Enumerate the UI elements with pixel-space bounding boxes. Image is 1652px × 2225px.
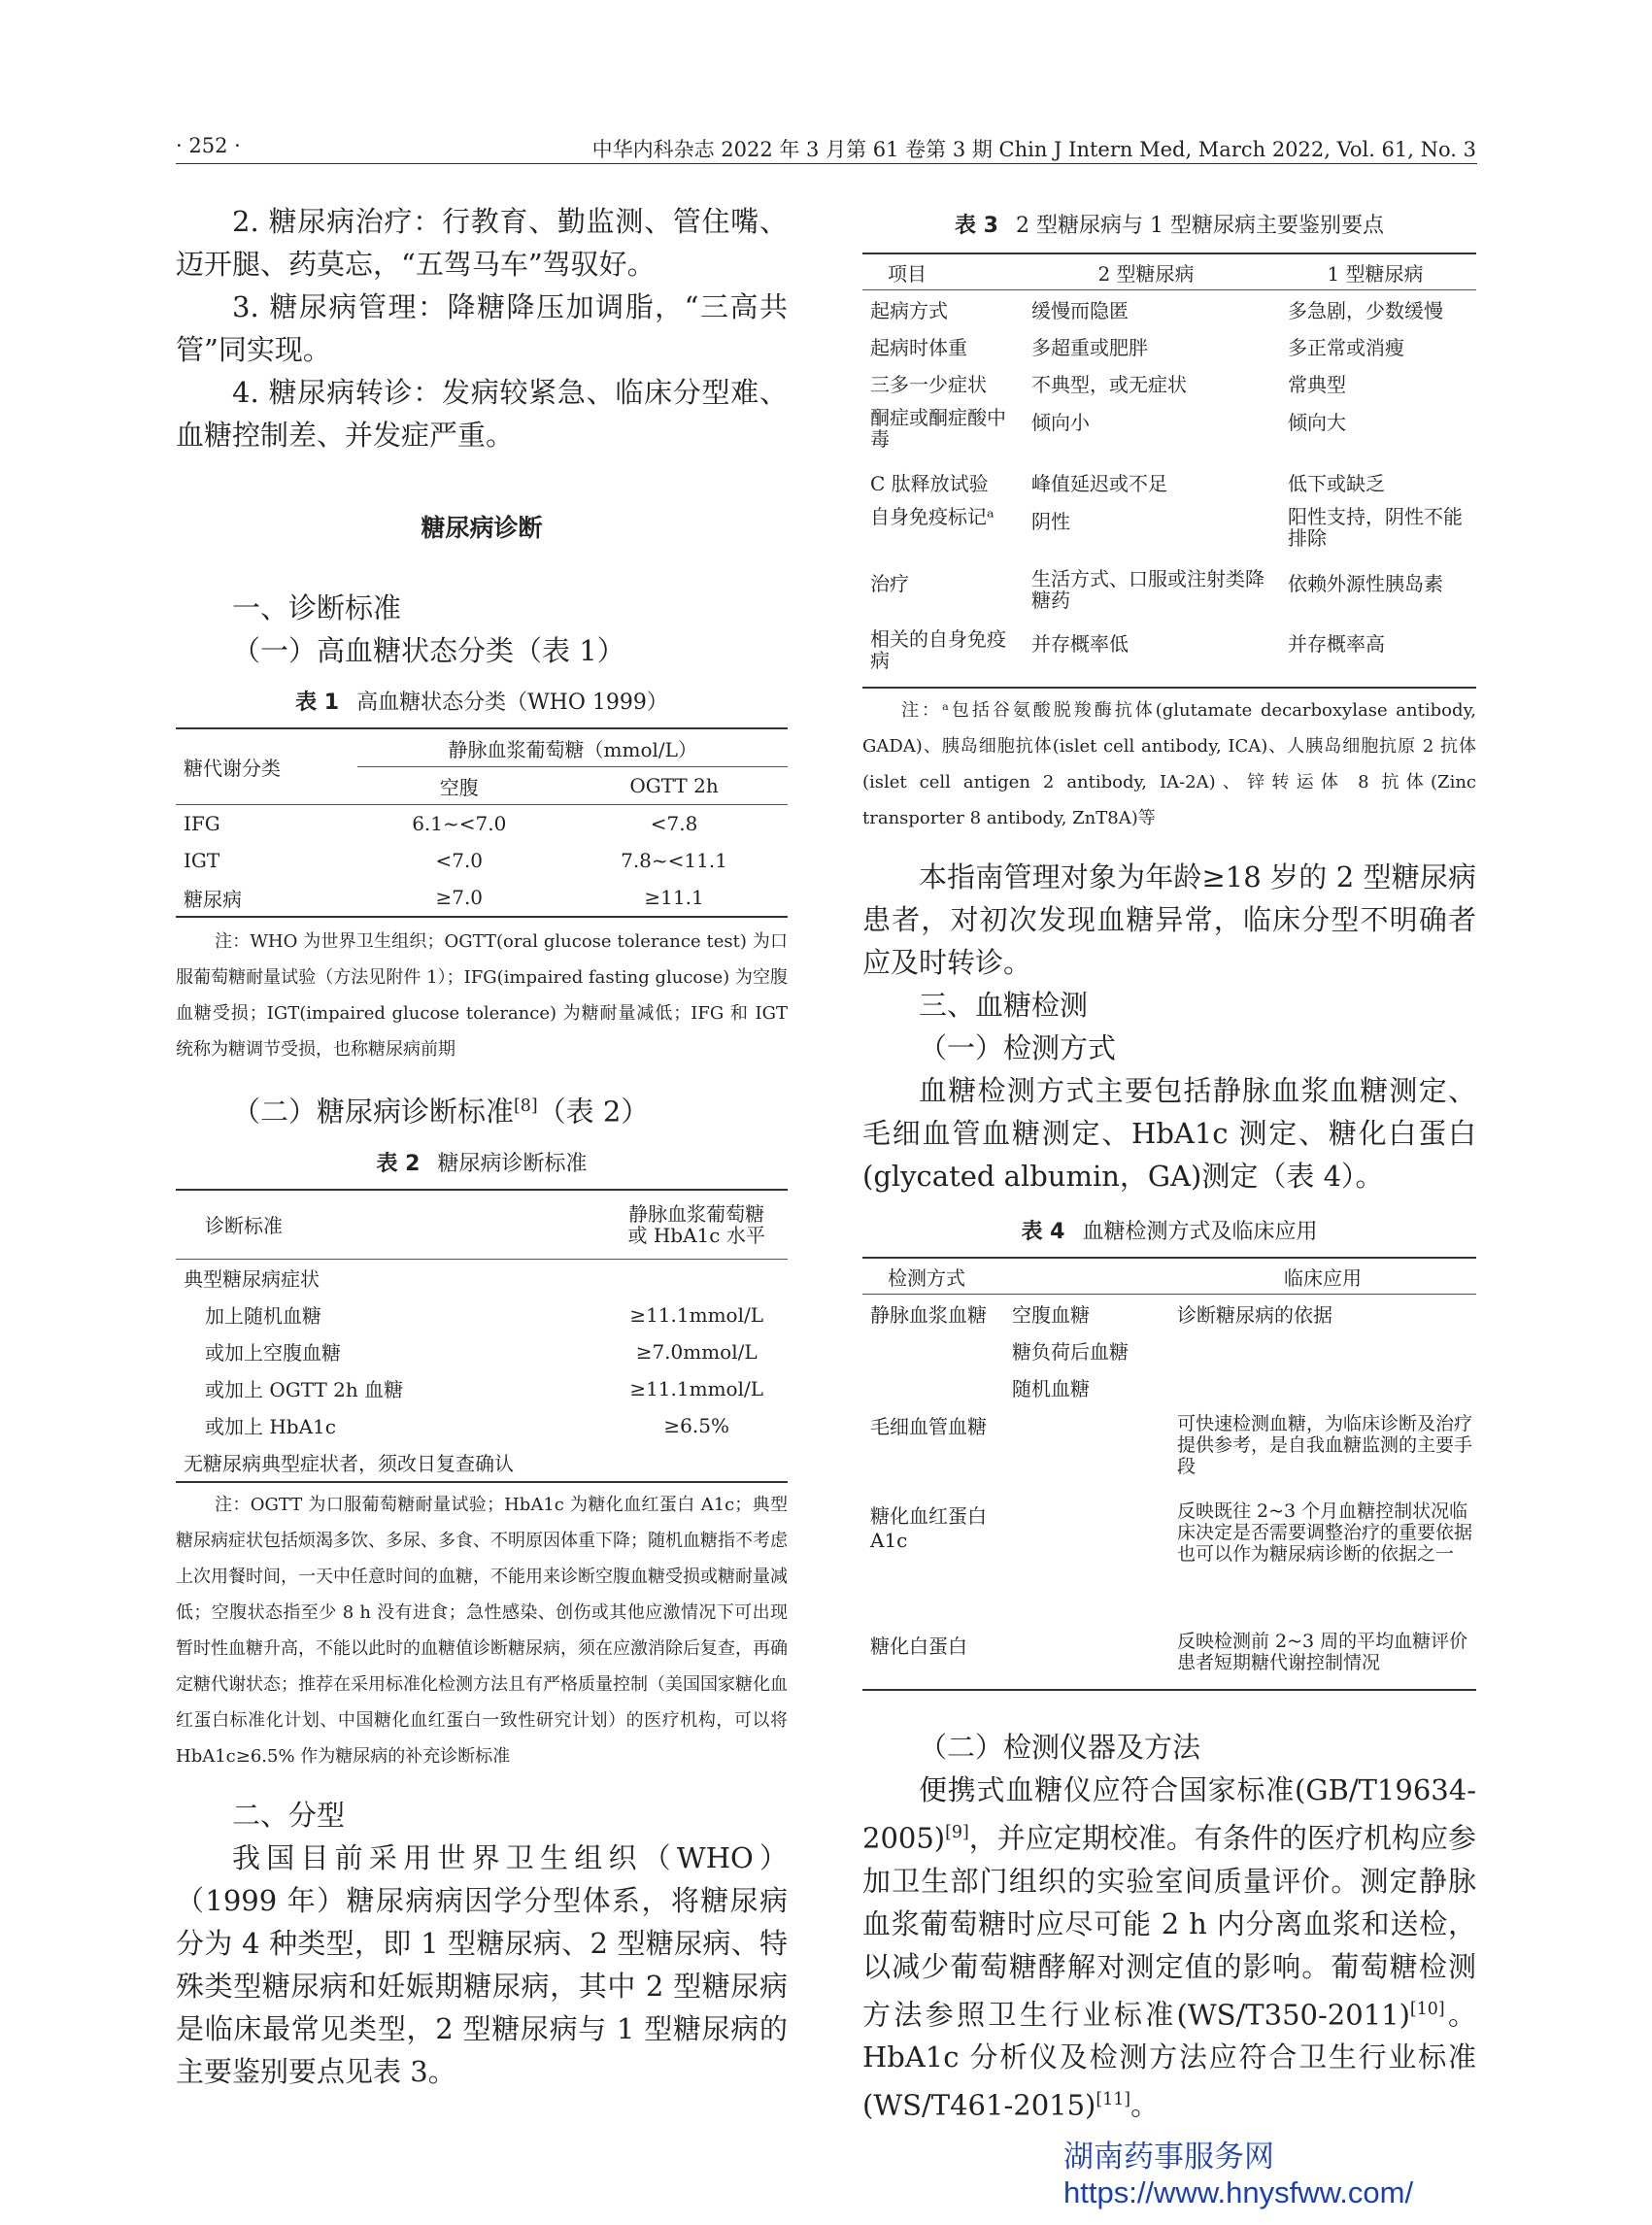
table1-col-group: 静脉血浆葡萄糖（mmol/L） [357, 728, 788, 767]
table3-title: 2 型糖尿病与 1 型糖尿病主要鉴别要点 [1015, 214, 1384, 238]
table1-col-ogtt: OGTT 2h [629, 774, 719, 797]
table-row: 酮症或酮症酸中毒 倾向小 倾向大 [870, 406, 1346, 451]
table-row: 起病方式 缓慢而隐匿 多急剧，少数缓慢 [870, 298, 1443, 322]
table-row: IGT <7.0 7.8~<11.1 [184, 849, 727, 872]
table4 [862, 1257, 1476, 1691]
table1-col-fasting: 空腹 [439, 775, 479, 799]
table1-note: 注：WHO 为世界卫生组织；OGTT(oral glucose tolerance test) 为口服葡萄糖耐量试验（方法见附件 1）；IFG(impaired fasting glucose) 为空腹血糖受损；IGT(impaired glucose tolerance) 为糖耐量减低；IFG 和 IGT 统称为糖调节受损，也称糖尿病前期 [176, 931, 788, 1060]
table-row: 或加上空腹血糖 ≥7.0mmol/L [205, 1339, 758, 1365]
table-row: 静脉血浆血糖 空腹血糖 诊断糖尿病的依据 [870, 1302, 1332, 1327]
watermark-name: 湖南药事服务网 [1063, 2140, 1274, 2174]
table-row: IFG 6.1~<7.0 <7.8 [184, 812, 698, 835]
ref-8[interactable]: [8] [514, 1096, 538, 1116]
table-row: 或加上 OGTT 2h 血糖 ≥11.1mmol/L [205, 1376, 764, 1402]
table-row: 加上随机血糖 ≥11.1mmol/L [205, 1302, 764, 1329]
page-number: · 252 · [176, 134, 241, 157]
table4-title: 血糖检测方式及临床应用 [1082, 1220, 1318, 1244]
right-column [862, 209, 1476, 2127]
table-row: 糖化白蛋白 反映检测前 2~3 周的平均血糖评价患者短期糖代谢控制情况 [862, 1625, 1476, 1690]
table4-col-method: 检测方式 [888, 1265, 965, 1290]
table-row: 自身免疫标记ᵃ 阴性 阳性支持，阴性不能排除 [870, 505, 1463, 550]
heading-testing-methods: （一）检测方式 [919, 1031, 1117, 1064]
table4-col-use: 临床应用 [1284, 1265, 1362, 1290]
table3 [862, 253, 1476, 689]
table1-title: 高血糖状态分类（WHO 1999） [356, 691, 668, 715]
para-treatment: 2. 糖尿病治疗：行教育、勤监测、管住嘴、迈开腿、药莫忘，“五驾马车”驾驭好。 [176, 205, 788, 281]
header-rule [176, 163, 1477, 164]
table1 [176, 727, 788, 918]
heading-diagnosis-criteria: （二）糖尿病诊断标准[8]（表 2） [232, 1095, 650, 1129]
heading-diagnostic-criteria: 一、诊断标准 [232, 591, 402, 624]
table2-number: 表 2 [376, 1151, 421, 1176]
para-methods: 血糖检测方式主要包括静脉血浆血糖测定、毛细血管血糖测定、HbA1c 测定、糖化白蛋白(glycated albumin，GA)测定（表 4）。 [862, 1074, 1476, 1193]
para-instruments: 便携式血糖仪应符合国家标准(GB/T19634-2005)[9]，并应定期校准。有条件的医疗机构应参加卫生部门组织的实验室间质量评价。测定静脉血浆葡萄糖时应尽可能 2 h 内分离血浆和送检，以减少葡萄糖酵解对测定值的影响。葡萄糖检测方法参照卫生行业标准(WS/T350-2011)[10]。HbA1c 分析仪及检测方法应符合卫生行业标准(WS/T461-2015)[11]。 [862, 1773, 1476, 2122]
table4-number: 表 4 [1021, 1220, 1065, 1244]
table2-title: 糖尿病诊断标准 [437, 1151, 588, 1176]
para-management: 3. 糖尿病管理：降糖降压加调脂，“三高共管”同实现。 [176, 290, 788, 366]
table1-caption [176, 686, 788, 716]
table4-caption [862, 1215, 1476, 1245]
section-title: 糖尿病诊断 [421, 514, 543, 542]
table3-col-type1: 1 型糖尿病 [1327, 261, 1424, 286]
ref-11[interactable]: [11] [1096, 2090, 1131, 2110]
watermark-url[interactable]: https://www.hnysfww.com/ [1063, 2175, 1414, 2209]
ref-10[interactable]: [10] [1409, 1999, 1445, 2019]
para-referral: 4. 糖尿病转诊：发病较紧急、临床分型难、血糖控制差、并发症严重。 [176, 376, 788, 452]
table-row: 或加上 HbA1c ≥6.5% [205, 1413, 729, 1439]
table2-note: 注：OGTT 为口服葡萄糖耐量试验；HbA1c 为糖化血红蛋白 A1c；典型糖尿病症状包括烦渴多饮、多尿、多食、不明原因体重下降；随机血糖指不考虑上次用餐时间，一天中任意时间的血糖，不能用来诊断空腹血糖受损或糖耐量减低；空腹状态指至少 8 h 没有进食；急性感染、创伤或其他应激情况下可出现暂时性血糖升高，不能以此时的血糖值诊断糖尿病，须在应激消除后复查，再确定糖代谢状态；推荐在采用标准化检测方法且有严格质量控制（美国国家糖化血红蛋白标准化计划、中国糖化血红蛋白一致性研究计划）的医疗机构，可以将 HbA1c≥6.5% 作为糖尿病的补充诊断标准 [176, 1494, 788, 1767]
heading-typing: 二、分型 [232, 1798, 346, 1832]
table3-col-item: 项目 [888, 261, 927, 286]
table-row: 糖化血红蛋白 A1c 反映既往 2~3 个月血糖控制状况临床决定是否需要调整治疗的重要依据 也可以作为糖尿病诊断的依据之一 [870, 1500, 1473, 1565]
table2-col-level: 静脉血浆葡萄糖 或 HbA1c 水平 [627, 1201, 765, 1247]
table-row: 典型糖尿病症状 [184, 1267, 320, 1292]
table3-caption [862, 209, 1476, 239]
table3-note: 注：ᵃ包括谷氨酸脱羧酶抗体(glutamate decarboxylase antibody, GADA)、胰岛细胞抗体(islet cell antibody, ICA)、人胰岛细胞抗原 2 抗体(islet cell antigen 2 antibody, IA-2A)、锌转运体 8 抗体(Zinc transporter 8 antibody, ZnT8A)等 [862, 700, 1476, 828]
table1-number: 表 1 [295, 691, 340, 715]
table-row: 糖负荷后血糖 [1012, 1339, 1129, 1364]
table2-caption [176, 1147, 788, 1177]
ref-9[interactable]: [9] [945, 1823, 969, 1842]
table2-col-criteria: 诊断标准 [205, 1214, 283, 1238]
table3-number: 表 3 [955, 214, 998, 238]
table1-row-header: 糖代谢分类 [176, 728, 357, 805]
table-row: 随机血糖 [1012, 1376, 1090, 1400]
journal-header: 中华内科杂志 2022 年 3 月第 61 卷第 3 期 Chin J Intern Med, March 2022, Vol. 61, No. 3 [591, 138, 1476, 161]
table-row: 相关的自身免疫病 并存概率低 并存概率高 [862, 624, 1476, 688]
left-column [176, 200, 788, 2093]
heading-glucose-testing: 三、血糖检测 [919, 989, 1089, 1022]
para-scope: 本指南管理对象为年龄≥18 岁的 2 型糖尿病患者，对初次发现血糖异常，临床分型不明确者应及时转诊。 [862, 860, 1476, 979]
table-row: 毛细血管血糖 可快速检测血糖，为临床诊断及治疗提供参考，是自我血糖监测的主要手段 [870, 1413, 1473, 1477]
table-row: 起病时体重 多超重或肥胖 多正常或消瘦 [870, 335, 1404, 359]
table3-col-type2: 2 型糖尿病 [1097, 261, 1195, 286]
table-row: 治疗 生活方式、口服或注射类降糖药 依赖外源性胰岛素 [870, 567, 1443, 612]
para-typing: 我国目前采用世界卫生组织（WHO）（1999 年）糖尿病病因学分型体系，将糖尿病分为 4 种类型，即 1 型糖尿病、2 型糖尿病、特殊类型糖尿病和妊娠期糖尿病，其中 2 型糖尿病是临床最常见类型，2 型糖尿病与 1 型糖尿病的主要鉴别要点见表 3。 [176, 1840, 788, 2088]
table-row: 糖尿病 ≥7.0 ≥11.1 [176, 879, 788, 917]
table-row: 三多一少症状 不典型，或无症状 常典型 [870, 372, 1346, 396]
table-row: 无糖尿病典型症状者，须改日复查确认 [176, 1444, 788, 1482]
heading-hyperglycemia-classification: （一）高血糖状态分类（表 1） [232, 634, 625, 667]
table2 [176, 1189, 788, 1483]
table-row: C 肽释放试验 峰值延迟或不足 低下或缺乏 [870, 471, 1385, 495]
heading-instruments: （二）检测仪器及方法 [919, 1731, 1201, 1764]
